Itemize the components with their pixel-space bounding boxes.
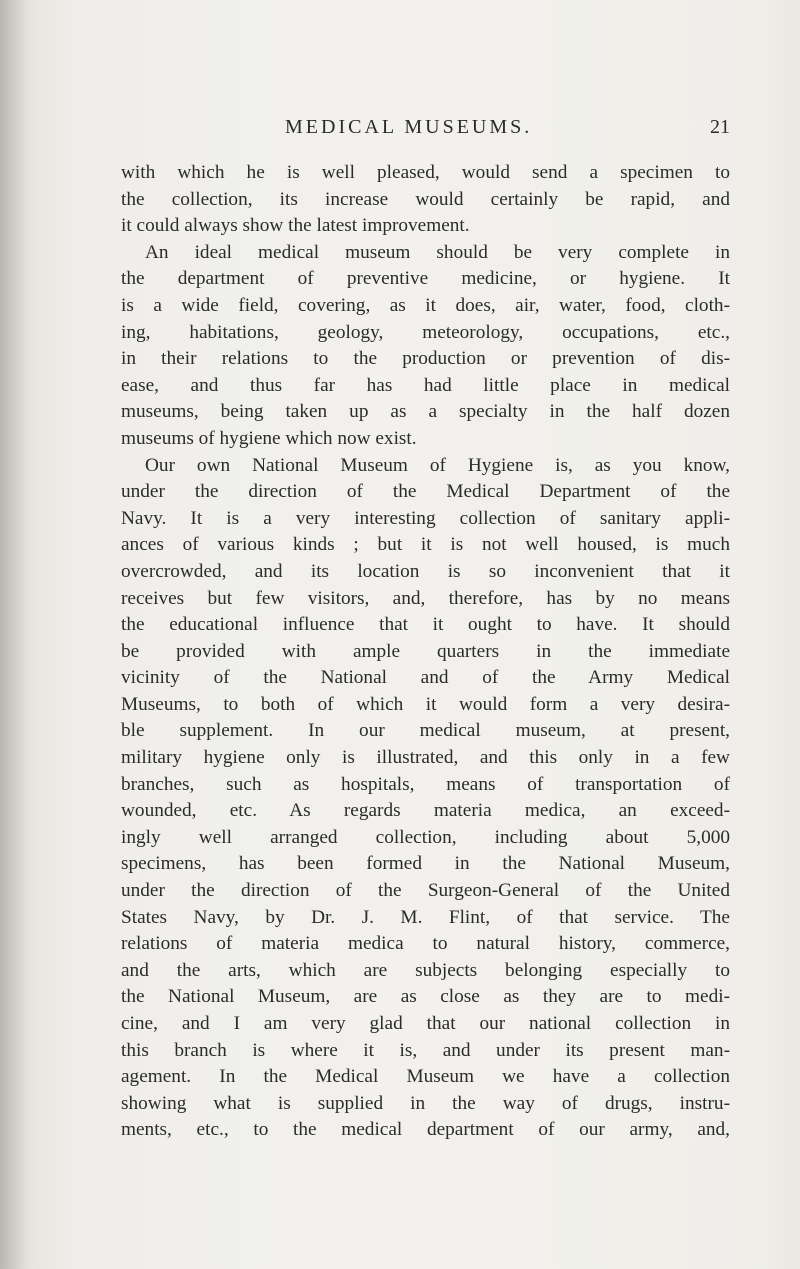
text-line: overcrowded, and its location is so inconvenient that it [121,560,730,582]
running-title: MEDICAL MUSEUMS. [285,116,533,138]
text-line: cine, and I am very glad that our national collection in [121,1013,730,1034]
text-line: museums, being taken up as a specialty in the half dozen [121,401,730,423]
text-line: museums of hygiene which now exist. [121,427,417,449]
text-line: ances of various kinds ; but it is not well housed, is much [121,534,730,556]
text-line: showing what is supplied in the way of drugs, instru- [121,1092,730,1114]
text-line: the collection, its increase would certainly be rapid, and [121,188,730,210]
text-line: An ideal medical museum should be very complete in [145,241,730,263]
text-line: ments, etc., to the medical department of our army, and, [121,1119,730,1141]
text-line: the department of preventive medicine, or hygiene. It [121,268,730,290]
text-line: with which he is well pleased, would send a specimen to [121,162,730,183]
text-line: in their relations to the production or prevention of dis- [121,348,730,370]
text-line: this branch is where it is, and under its present man- [121,1039,730,1061]
text-line: be provided with ample quarters in the immediate [121,640,730,662]
running-head [285,113,730,143]
page-gutter-shadow [0,0,26,1269]
text-line: ingly well arranged collection, including about 5,000 [121,826,730,848]
text-line: States Navy, by Dr. J. M. Flint, of that service. The [121,906,730,928]
body-text [121,160,730,1144]
text-line: and the arts, which are subjects belonging especially to [121,959,730,981]
text-line: wounded, etc. As regards materia medica, an exceed- [121,800,730,822]
text-line: it could always show the latest improvement. [121,215,470,237]
text-line: relations of materia medica to natural history, commerce, [121,933,730,955]
text-line: branches, such as hospitals, means of transportation of [121,773,730,795]
text-line: vicinity of the National and of the Army Medical [121,667,730,689]
text-line: under the direction of the Surgeon-General of the United [121,880,730,902]
text-line: military hygiene only is illustrated, and this only in a few [121,747,730,769]
text-line: Museums, to both of which it would form a very desira- [121,693,730,715]
text-line: receives but few visitors, and, therefore, has by no means [121,587,730,609]
text-line: the educational influence that it ought to have. It should [121,614,730,636]
text-line: under the direction of the Medical Department of the [121,481,730,503]
text-line: agement. In the Medical Museum we have a collection [121,1066,730,1088]
text-line: Navy. It is a very interesting collection of sanitary appli- [121,507,730,529]
text-line: ease, and thus far has had little place in medical [121,374,730,396]
text-line: ble supplement. In our medical museum, at present, [121,720,730,742]
page-number: 21 [710,116,730,138]
text-line: the National Museum, are as close as they are to medi- [121,986,730,1008]
text-line: specimens, has been formed in the National Museum, [121,853,730,875]
text-line: Our own National Museum of Hygiene is, as you know, [145,454,730,476]
text-line: ing, habitations, geology, meteorology, occupations, etc., [121,321,730,343]
text-line: is a wide field, covering, as it does, air, water, food, cloth- [121,294,730,316]
